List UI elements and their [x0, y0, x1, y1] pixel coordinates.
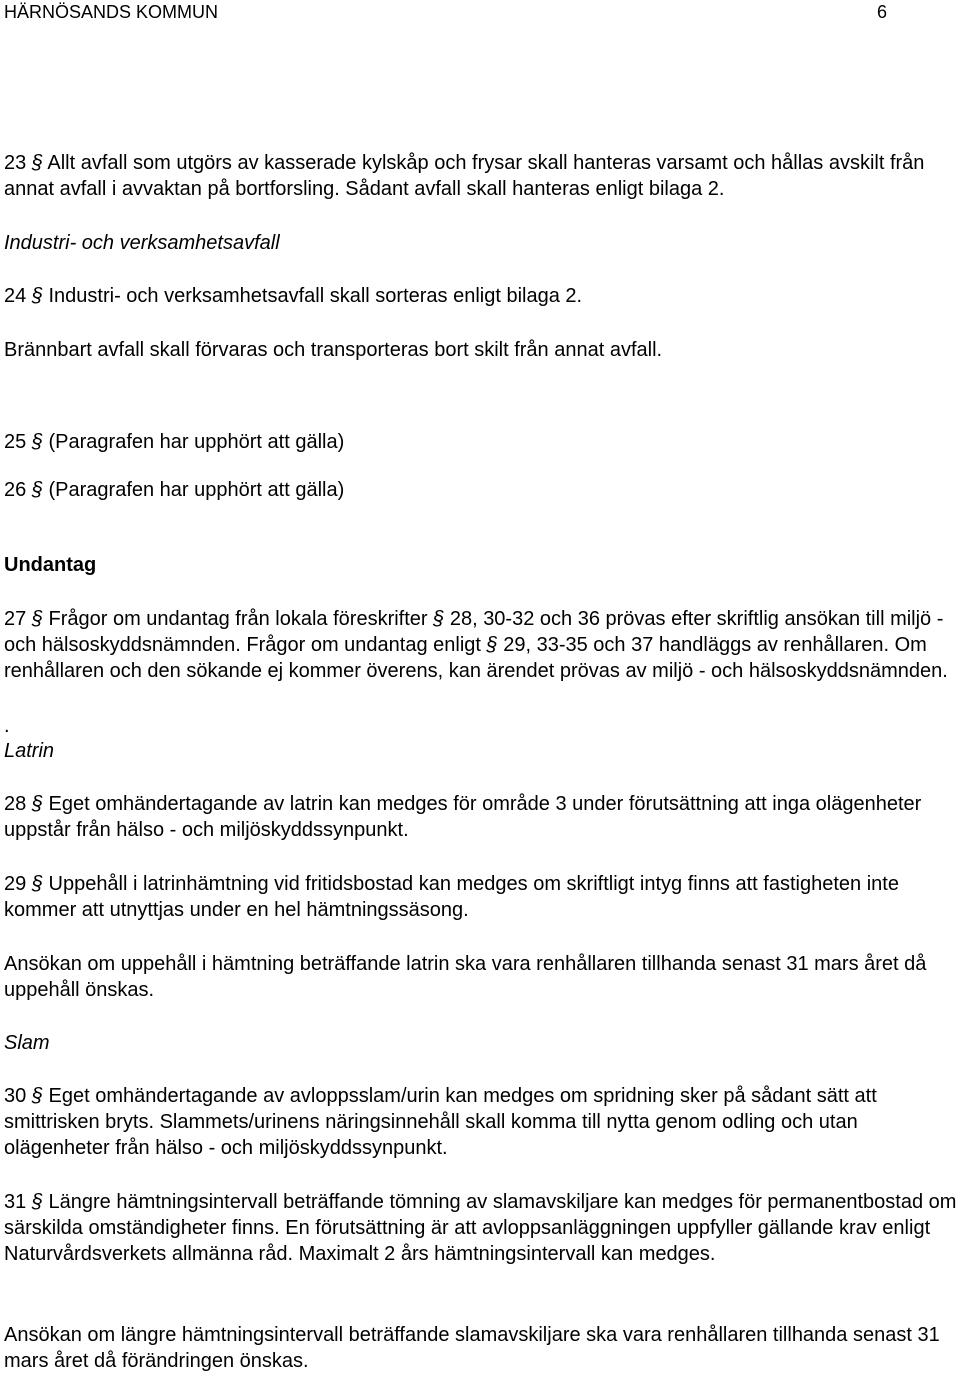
paragraph-text: (Paragrafen har upphört att gälla): [48, 479, 345, 501]
section-symbol: §: [31, 608, 43, 630]
heading-latrin: Latrin: [4, 740, 55, 762]
section-symbol: §: [433, 608, 445, 630]
section-symbol: §: [31, 873, 43, 895]
section-symbol: §: [31, 1191, 43, 1213]
paragraph-24: [4, 283, 958, 309]
paragraph-number: 24: [4, 285, 27, 307]
paragraph-number: 26: [4, 479, 27, 501]
section-symbol: §: [31, 1085, 43, 1107]
paragraph-text: Eget omhändertagande av latrin kan medges för område 3 under förutsättning att inga olägenheter uppstår från hälso - och miljöskyddssynpunkt.: [4, 793, 922, 841]
stray-dot: .: [4, 715, 10, 737]
paragraph-number: 23: [4, 152, 27, 174]
paragraph-text: 28, 30-32 och 36 prövas efter skriftlig ansökan till miljö - och hälsoskyddsnämnden. Frågor om undantag enligt: [4, 608, 944, 656]
municipality-name: HÄRNÖSANDS KOMMUN: [4, 2, 219, 22]
paragraph-number: 31: [4, 1191, 27, 1213]
heading-undantag: Undantag: [4, 554, 97, 576]
paragraph-29-extra: Ansökan om uppehåll i hämtning beträffande latrin ska vara renhållaren tillhanda senast 31 mars året då uppehåll önskas.: [4, 953, 927, 1001]
heading-industri: Industri- och verksamhetsavfall: [4, 232, 280, 254]
paragraph-29: [4, 871, 958, 923]
paragraph-text: Industri- och verksamhetsavfall skall sorteras enligt bilaga 2.: [48, 285, 583, 307]
page-number: 6: [877, 2, 888, 22]
heading-slam: Slam: [4, 1032, 50, 1054]
section-symbol: §: [31, 793, 43, 815]
paragraph-26: [4, 477, 958, 503]
paragraph-text: Frågor om undantag från lokala föreskrifter: [48, 608, 428, 630]
paragraph-number: 29: [4, 873, 27, 895]
paragraph-28: [4, 791, 958, 843]
paragraph-number: 28: [4, 793, 27, 815]
paragraph-31: [4, 1189, 958, 1267]
paragraph-30: [4, 1083, 958, 1161]
paragraph-number: 27: [4, 608, 27, 630]
paragraph-text: Uppehåll i latrinhämtning vid fritidsbostad kan medges om skriftligt intyg finns att fastigheten inte kommer att utnyttjas under en hel hämtningssäsong.: [4, 873, 899, 921]
paragraph-text: Eget omhändertagande av avloppsslam/urin kan medges om spridning sker på sådant sätt att smittrisken bryts. Slammets/urinens näringsinnehåll skall komma till nytta genom odling och utan olägenheter från hälso - och miljöskyddssynpunkt.: [4, 1085, 877, 1159]
section-symbol: §: [31, 431, 43, 453]
paragraph-text: (Paragrafen har upphört att gälla): [48, 431, 345, 453]
paragraph-24-extra: Brännbart avfall skall förvaras och transporteras bort skilt från annat avfall.: [4, 339, 663, 361]
section-symbol: §: [31, 152, 43, 174]
paragraph-31-extra: Ansökan om längre hämtningsintervall beträffande slamavskiljare ska vara renhållaren tillhanda senast 31 mars året då förändringen önskas.: [4, 1324, 940, 1372]
section-symbol: §: [486, 634, 498, 656]
paragraph-text: Allt avfall som utgörs av kasserade kylskåp och frysar skall hanteras varsamt och hållas avskilt från annat avfall i avvaktan på bortforsling. Sådant avfall skall hanteras enligt bilaga 2.: [4, 152, 925, 200]
paragraph-number: 25: [4, 431, 27, 453]
section-symbol: §: [31, 285, 43, 307]
paragraph-27: [4, 606, 958, 684]
paragraph-text: Längre hämtningsintervall beträffande tömning av slamavskiljare kan medges för permanentbostad om särskilda omständigheter finns. En förutsättning är att avloppsanläggningen uppfyller gällande krav enligt Naturvårdsverkets allmänna råd. Maximalt 2 års hämtningsintervall kan medges.: [4, 1191, 957, 1265]
paragraph-25: [4, 429, 958, 455]
paragraph-23: [4, 150, 958, 202]
paragraph-number: 30: [4, 1085, 27, 1107]
section-symbol: §: [31, 479, 43, 501]
paragraph-text: 29, 33-35 och 37 handläggs av renhållaren. Om renhållaren och den sökande ej kommer överens, kan ärendet prövas av miljö - och hälsoskyddsnämnden.: [4, 634, 948, 682]
